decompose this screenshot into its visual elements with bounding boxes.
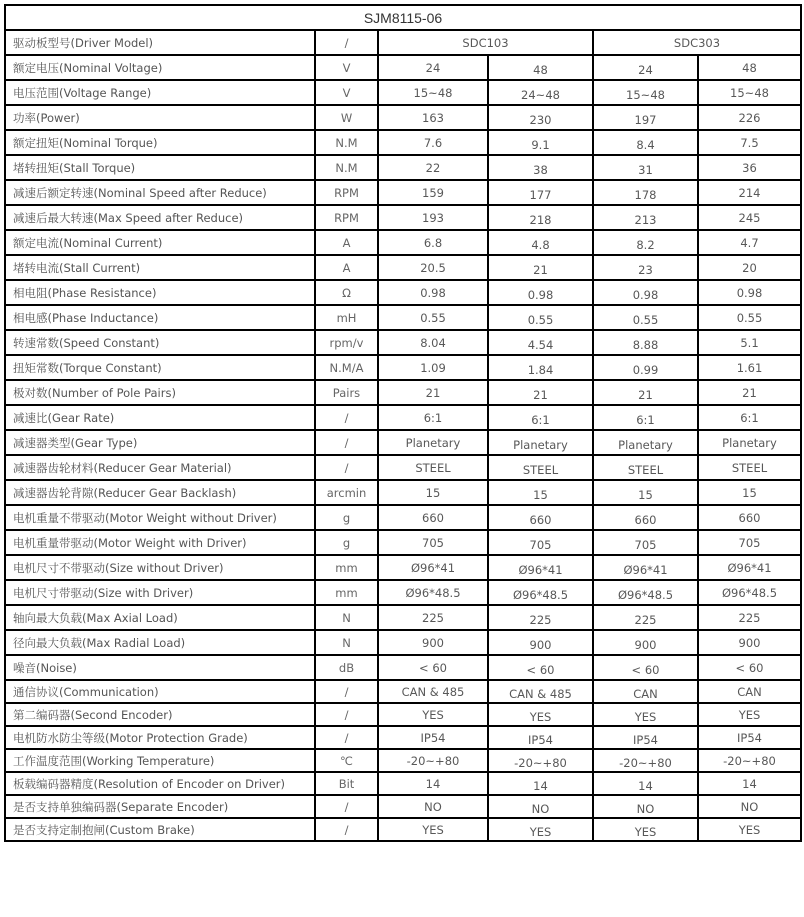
- row-value-4: 1.61: [698, 355, 801, 380]
- row-value-2: 24~48: [488, 80, 593, 105]
- row-value-1: Planetary: [378, 430, 488, 455]
- table-row: [5, 703, 801, 726]
- row-value-3: 31: [593, 155, 698, 180]
- table-row: [5, 55, 801, 80]
- table-row: [5, 605, 801, 630]
- table-row: [5, 726, 801, 749]
- title-row: [5, 5, 801, 30]
- row-value-4: 14: [698, 772, 801, 795]
- row-value-4: Ø96*48.5: [698, 580, 801, 605]
- row-value-1: 14: [378, 772, 488, 795]
- row-label: 轴向最大负载(Max Axial Load): [5, 605, 315, 630]
- row-unit: arcmin: [315, 480, 378, 505]
- row-value-3: -20~+80: [593, 749, 698, 772]
- row-value-1: CAN & 485: [378, 680, 488, 703]
- table-row: [5, 455, 801, 480]
- row-label: 转速常数(Speed Constant): [5, 330, 315, 355]
- row-label: 减速比(Gear Rate): [5, 405, 315, 430]
- row-value-3: 197: [593, 105, 698, 130]
- row-label: 功率(Power): [5, 105, 315, 130]
- row-value-2: 660: [488, 505, 593, 530]
- table-row: [5, 130, 801, 155]
- row-value-3: 660: [593, 505, 698, 530]
- row-label: 减速后额定转速(Nominal Speed after Reduce): [5, 180, 315, 205]
- row-value-4: -20~+80: [698, 749, 801, 772]
- row-unit: /: [315, 703, 378, 726]
- row-unit: /: [315, 430, 378, 455]
- row-value-1: NO: [378, 795, 488, 818]
- row-label: 电机防水防尘等级(Motor Protection Grade): [5, 726, 315, 749]
- row-value-1: STEEL: [378, 455, 488, 480]
- row-value-2: 705: [488, 530, 593, 555]
- row-value-2: 4.8: [488, 230, 593, 255]
- row-label: 额定电流(Nominal Current): [5, 230, 315, 255]
- table-row: [5, 505, 801, 530]
- table-row: [5, 480, 801, 505]
- row-value-3: 15~48: [593, 80, 698, 105]
- driver-sdc303-header: SDC303: [593, 30, 801, 55]
- row-value-4: 7.5: [698, 130, 801, 155]
- table-row: [5, 305, 801, 330]
- row-unit: A: [315, 255, 378, 280]
- row-unit: g: [315, 530, 378, 555]
- row-unit: N: [315, 630, 378, 655]
- row-label: 减速器类型(Gear Type): [5, 430, 315, 455]
- table-row: [5, 280, 801, 305]
- row-label: 电机重量带驱动(Motor Weight with Driver): [5, 530, 315, 555]
- row-label: 是否支持单独编码器(Separate Encoder): [5, 795, 315, 818]
- row-unit: V: [315, 80, 378, 105]
- row-unit: g: [315, 505, 378, 530]
- row-unit: /: [315, 795, 378, 818]
- row-label: 径向最大负载(Max Radial Load): [5, 630, 315, 655]
- row-value-1: 1.09: [378, 355, 488, 380]
- row-unit: V: [315, 55, 378, 80]
- row-unit: dB: [315, 655, 378, 680]
- row-value-1: 24: [378, 55, 488, 80]
- row-value-2: Planetary: [488, 430, 593, 455]
- row-unit: /: [315, 455, 378, 480]
- row-value-2: 900: [488, 630, 593, 655]
- table-row: [5, 555, 801, 580]
- row-value-4: 20: [698, 255, 801, 280]
- row-value-1: 660: [378, 505, 488, 530]
- row-value-1: 225: [378, 605, 488, 630]
- row-unit: /: [315, 726, 378, 749]
- row-unit: W: [315, 105, 378, 130]
- row-label: 扭矩常数(Torque Constant): [5, 355, 315, 380]
- row-label: 第二编码器(Second Encoder): [5, 703, 315, 726]
- row-value-4: 900: [698, 630, 801, 655]
- row-value-3: 23: [593, 255, 698, 280]
- row-value-3: 0.98: [593, 280, 698, 305]
- row-value-1: 20.5: [378, 255, 488, 280]
- row-value-3: Planetary: [593, 430, 698, 455]
- table-row: [5, 155, 801, 180]
- row-value-2: 177: [488, 180, 593, 205]
- table-row: [5, 630, 801, 655]
- row-value-3: NO: [593, 795, 698, 818]
- row-value-3: 178: [593, 180, 698, 205]
- row-value-4: 705: [698, 530, 801, 555]
- row-value-2: CAN & 485: [488, 680, 593, 703]
- row-value-4: 214: [698, 180, 801, 205]
- row-value-1: < 60: [378, 655, 488, 680]
- row-value-2: 6:1: [488, 405, 593, 430]
- table-row: [5, 380, 801, 405]
- row-value-4: 225: [698, 605, 801, 630]
- row-value-3: 900: [593, 630, 698, 655]
- row-unit: mm: [315, 580, 378, 605]
- row-unit: Bit: [315, 772, 378, 795]
- row-value-1: 0.98: [378, 280, 488, 305]
- row-label: 堵转扭矩(Stall Torque): [5, 155, 315, 180]
- row-unit: Ω: [315, 280, 378, 305]
- row-value-2: YES: [488, 703, 593, 726]
- row-value-4: 15: [698, 480, 801, 505]
- row-value-4: 0.55: [698, 305, 801, 330]
- row-value-2: YES: [488, 818, 593, 841]
- row-value-1: 15: [378, 480, 488, 505]
- row-value-4: < 60: [698, 655, 801, 680]
- row-value-4: Planetary: [698, 430, 801, 455]
- row-value-3: 8.88: [593, 330, 698, 355]
- row-value-3: Ø96*48.5: [593, 580, 698, 605]
- table-row: [5, 230, 801, 255]
- row-value-1: -20~+80: [378, 749, 488, 772]
- row-value-3: CAN: [593, 680, 698, 703]
- row-value-3: Ø96*41: [593, 555, 698, 580]
- row-value-4: 660: [698, 505, 801, 530]
- row-value-4: 6:1: [698, 405, 801, 430]
- row-value-1: 705: [378, 530, 488, 555]
- row-value-3: 24: [593, 55, 698, 80]
- row-unit: N: [315, 605, 378, 630]
- row-unit: A: [315, 230, 378, 255]
- row-label: 减速后最大转速(Max Speed after Reduce): [5, 205, 315, 230]
- row-value-2: IP54: [488, 726, 593, 749]
- row-value-2: 0.55: [488, 305, 593, 330]
- row-value-1: 6.8: [378, 230, 488, 255]
- table-row: [5, 205, 801, 230]
- row-value-1: 0.55: [378, 305, 488, 330]
- row-unit: N.M/A: [315, 355, 378, 380]
- row-unit: rpm/v: [315, 330, 378, 355]
- row-value-2: -20~+80: [488, 749, 593, 772]
- row-value-1: 163: [378, 105, 488, 130]
- row-value-4: IP54: [698, 726, 801, 749]
- row-value-3: 0.99: [593, 355, 698, 380]
- row-value-4: STEEL: [698, 455, 801, 480]
- row-value-1: 21: [378, 380, 488, 405]
- row-value-3: 14: [593, 772, 698, 795]
- row-unit: /: [315, 818, 378, 841]
- row-value-2: 1.84: [488, 355, 593, 380]
- row-unit: RPM: [315, 180, 378, 205]
- row-value-2: 9.1: [488, 130, 593, 155]
- table-row: [5, 430, 801, 455]
- row-unit: /: [315, 30, 378, 55]
- row-value-3: 213: [593, 205, 698, 230]
- row-unit: N.M: [315, 130, 378, 155]
- row-value-3: STEEL: [593, 455, 698, 480]
- row-unit: mm: [315, 555, 378, 580]
- row-value-2: 230: [488, 105, 593, 130]
- table-row: [5, 530, 801, 555]
- row-value-3: 21: [593, 380, 698, 405]
- row-value-3: YES: [593, 703, 698, 726]
- row-value-2: < 60: [488, 655, 593, 680]
- row-value-3: < 60: [593, 655, 698, 680]
- row-label: 板载编码器精度(Resolution of Encoder on Driver): [5, 772, 315, 795]
- row-value-4: 4.7: [698, 230, 801, 255]
- row-value-2: NO: [488, 795, 593, 818]
- row-label: 额定电压(Nominal Voltage): [5, 55, 315, 80]
- row-value-2: 38: [488, 155, 593, 180]
- row-value-4: 0.98: [698, 280, 801, 305]
- row-value-1: Ø96*48.5: [378, 580, 488, 605]
- row-label: 极对数(Number of Pole Pairs): [5, 380, 315, 405]
- row-value-2: 14: [488, 772, 593, 795]
- row-value-4: 5.1: [698, 330, 801, 355]
- row-unit: /: [315, 405, 378, 430]
- table-row: [5, 105, 801, 130]
- row-value-3: IP54: [593, 726, 698, 749]
- row-value-3: 705: [593, 530, 698, 555]
- row-value-1: 193: [378, 205, 488, 230]
- row-label: 电机重量不带驱动(Motor Weight without Driver): [5, 505, 315, 530]
- table-row: [5, 405, 801, 430]
- row-value-2: 15: [488, 480, 593, 505]
- row-value-1: 6:1: [378, 405, 488, 430]
- row-value-1: 15~48: [378, 80, 488, 105]
- table-row: [5, 772, 801, 795]
- row-value-4: 21: [698, 380, 801, 405]
- row-unit: /: [315, 680, 378, 703]
- table-row: [5, 818, 801, 841]
- row-value-2: 0.98: [488, 280, 593, 305]
- row-value-4: CAN: [698, 680, 801, 703]
- row-label: 通信协议(Communication): [5, 680, 315, 703]
- row-label: 减速器齿轮材料(Reducer Gear Material): [5, 455, 315, 480]
- row-value-1: Ø96*41: [378, 555, 488, 580]
- row-value-2: 218: [488, 205, 593, 230]
- row-value-1: 900: [378, 630, 488, 655]
- table-row: [5, 795, 801, 818]
- row-label: 相电感(Phase Inductance): [5, 305, 315, 330]
- row-value-2: 21: [488, 380, 593, 405]
- row-unit: N.M: [315, 155, 378, 180]
- table-row: [5, 180, 801, 205]
- row-unit: ℃: [315, 749, 378, 772]
- table-row: [5, 655, 801, 680]
- row-value-1: YES: [378, 703, 488, 726]
- table-row: [5, 680, 801, 703]
- row-label: 驱动板型号(Driver Model): [5, 30, 315, 55]
- row-value-2: 48: [488, 55, 593, 80]
- driver-sdc103-header: SDC103: [378, 30, 593, 55]
- row-value-2: 4.54: [488, 330, 593, 355]
- row-value-1: IP54: [378, 726, 488, 749]
- row-value-2: Ø96*48.5: [488, 580, 593, 605]
- row-unit: RPM: [315, 205, 378, 230]
- table-row: [5, 255, 801, 280]
- row-value-4: YES: [698, 818, 801, 841]
- row-value-1: 22: [378, 155, 488, 180]
- row-value-1: 7.6: [378, 130, 488, 155]
- row-label: 是否支持定制抱闸(Custom Brake): [5, 818, 315, 841]
- row-label: 工作温度范围(Working Temperature): [5, 749, 315, 772]
- table-row: [5, 355, 801, 380]
- row-value-1: 8.04: [378, 330, 488, 355]
- row-value-3: 8.4: [593, 130, 698, 155]
- table-row: [5, 80, 801, 105]
- table-row: [5, 580, 801, 605]
- row-value-2: Ø96*41: [488, 555, 593, 580]
- row-value-2: STEEL: [488, 455, 593, 480]
- row-label: 电压范围(Voltage Range): [5, 80, 315, 105]
- row-value-4: 15~48: [698, 80, 801, 105]
- row-label: 电机尺寸不带驱动(Size without Driver): [5, 555, 315, 580]
- row-value-4: 36: [698, 155, 801, 180]
- row-value-4: 226: [698, 105, 801, 130]
- row-value-3: YES: [593, 818, 698, 841]
- table-title: SJM8115-06: [5, 5, 801, 30]
- row-value-3: 8.2: [593, 230, 698, 255]
- row-unit: Pairs: [315, 380, 378, 405]
- table-row: [5, 749, 801, 772]
- row-label: 电机尺寸带驱动(Size with Driver): [5, 580, 315, 605]
- table-row: [5, 330, 801, 355]
- row-label: 噪音(Noise): [5, 655, 315, 680]
- row-value-2: 21: [488, 255, 593, 280]
- row-value-3: 15: [593, 480, 698, 505]
- row-label: 相电阻(Phase Resistance): [5, 280, 315, 305]
- row-label: 堵转电流(Stall Current): [5, 255, 315, 280]
- row-value-3: 225: [593, 605, 698, 630]
- row-label: 减速器齿轮背隙(Reducer Gear Backlash): [5, 480, 315, 505]
- row-value-2: 225: [488, 605, 593, 630]
- row-value-4: 48: [698, 55, 801, 80]
- driver-model-row: [5, 30, 801, 55]
- row-value-4: YES: [698, 703, 801, 726]
- row-unit: mH: [315, 305, 378, 330]
- spec-table: [4, 4, 802, 842]
- row-value-4: Ø96*41: [698, 555, 801, 580]
- row-value-4: NO: [698, 795, 801, 818]
- row-value-4: 245: [698, 205, 801, 230]
- row-label: 额定扭矩(Nominal Torque): [5, 130, 315, 155]
- row-value-3: 0.55: [593, 305, 698, 330]
- row-value-1: 159: [378, 180, 488, 205]
- row-value-3: 6:1: [593, 405, 698, 430]
- row-value-1: YES: [378, 818, 488, 841]
